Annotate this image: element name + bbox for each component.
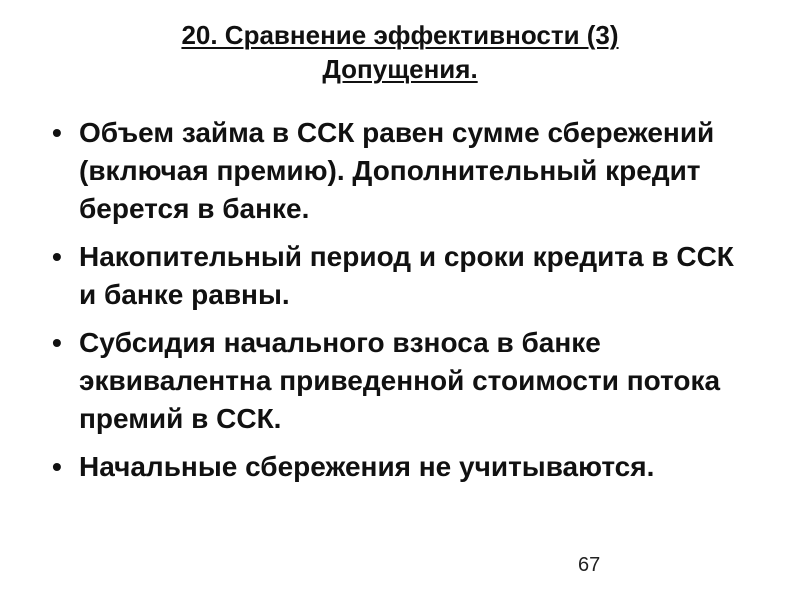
bullet-item-equal-terms: • Накопительный период и сроки кредита в ССК и банке равны.: [50, 238, 750, 314]
slide-title-line-2: Допущения.: [322, 54, 478, 84]
slide-title: [0, 18, 800, 86]
bullet-item-subsidy: • Субсидия начального взноса в банке эквивалентна приведенной стоимости потока премий в ССК.: [50, 324, 750, 438]
bullet-list: [50, 114, 750, 496]
page-number: 67: [578, 554, 601, 576]
slide-title-line-1: 20. Сравнение эффективности (3): [181, 20, 619, 50]
bullet-item-loan-volume: • Объем займа в ССК равен сумме сбережений (включая премию). Дополнительный кредит берется в банке.: [50, 114, 750, 228]
bullet-item-initial-savings: • Начальные сбережения не учитываются.: [50, 448, 750, 486]
